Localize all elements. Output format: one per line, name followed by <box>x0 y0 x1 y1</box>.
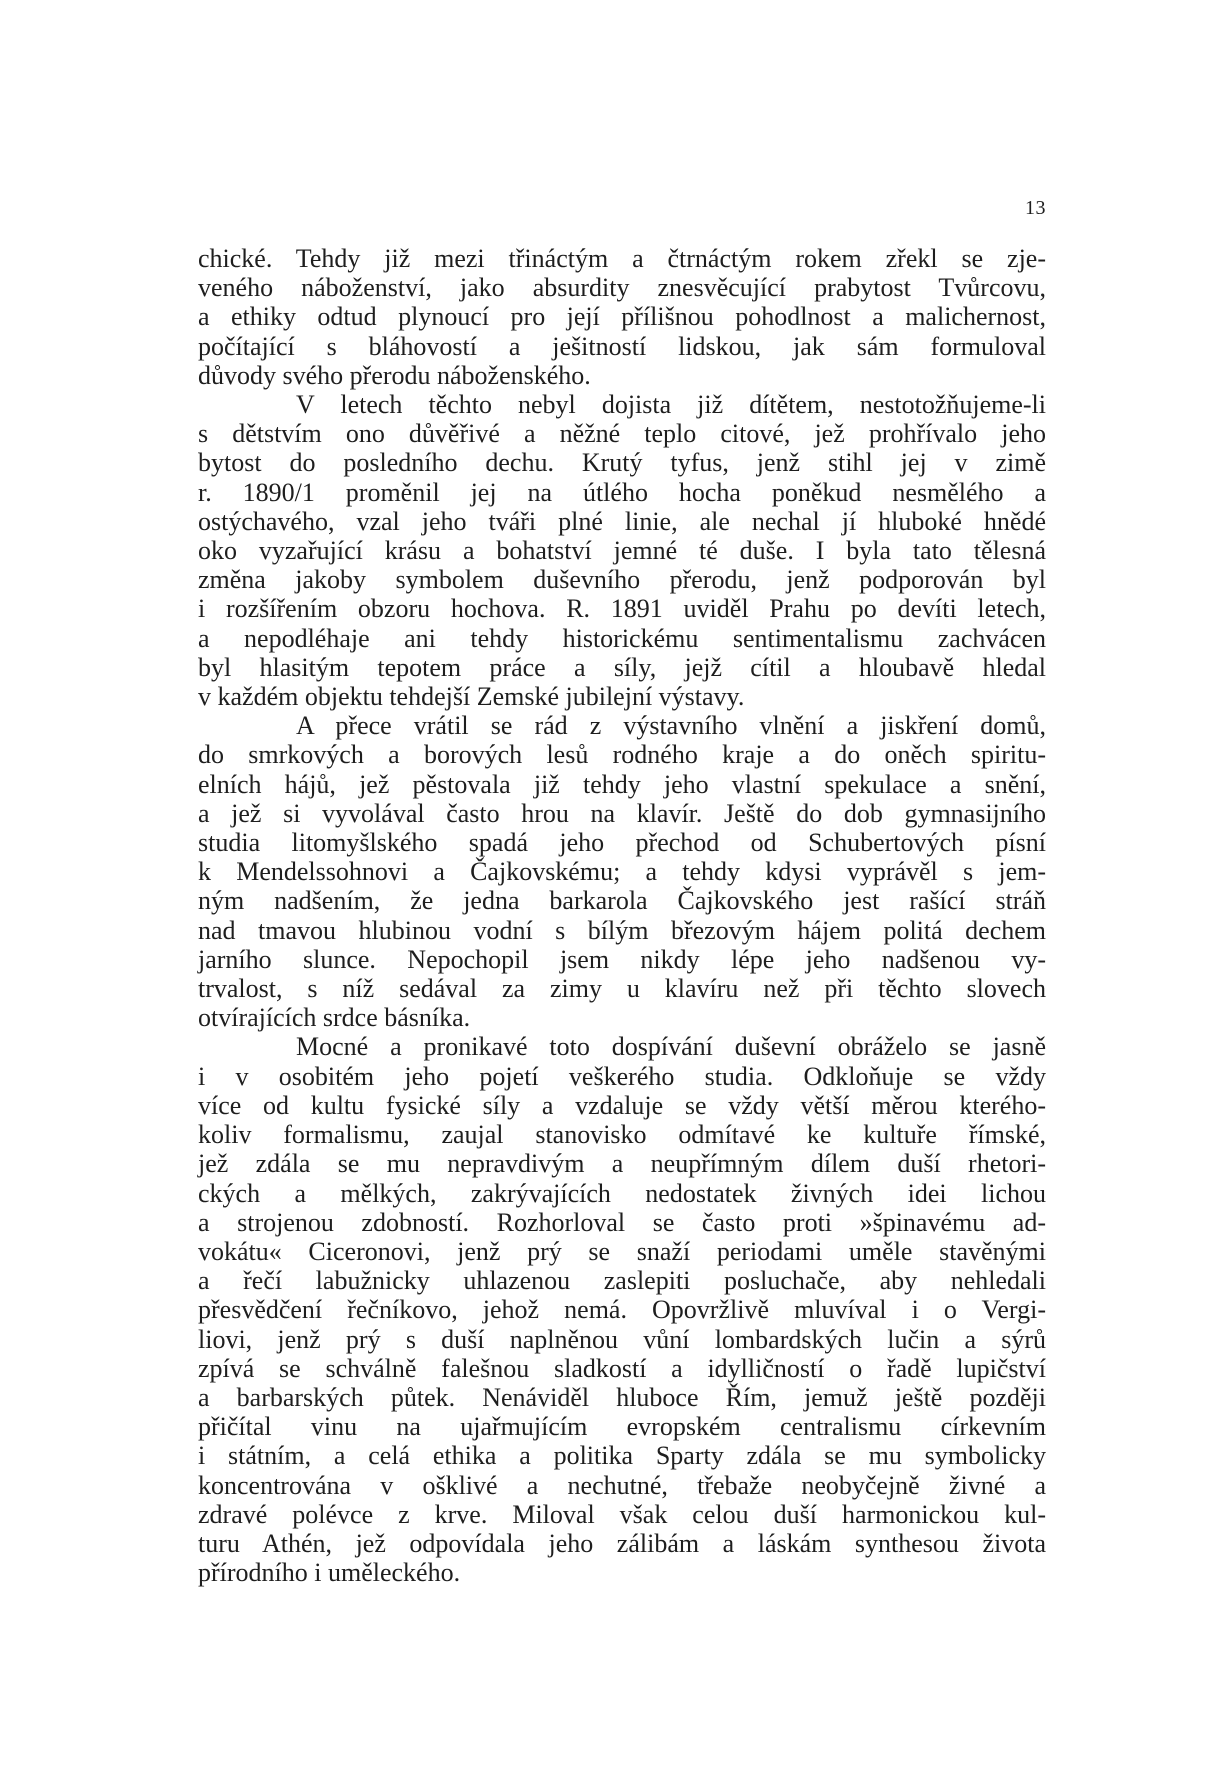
text-line: a jež si vyvolával často hrou na klavír. Ještě do dob gymnasijního <box>198 798 1046 828</box>
text-line: a barbarských půtek. Nenáviděl hluboce Řím, jemuž ještě později <box>198 1382 1046 1412</box>
text-line: s dětstvím ono důvěřivé a něžné teplo citové, jež prohřívalo jeho <box>198 419 1046 449</box>
paragraph <box>198 390 1046 711</box>
text-line: v každém objektu tehdejší Zemské jubilejní výstavy. <box>198 682 745 712</box>
text-line: byl hlasitým tepotem práce a síly, jejž cítil a hloubavě hledal <box>198 652 1046 682</box>
text-line: elních hájů, jež pěstovala již tehdy jeho vlastní spekulace a snění, <box>198 769 1046 799</box>
text-line: zpívá se schválně falešnou sladkostí a idylličností o řadě lupičství <box>198 1353 1046 1383</box>
text-line: a řečí labužnicky uhlazenou zaslepiti posluchače, aby nehledali <box>198 1266 1046 1296</box>
text-line: otvírajících srdce básníka. <box>198 1003 471 1033</box>
text-line: trvalost, s níž sedával za zimy u klavíru než při těchto slovech <box>198 974 1046 1004</box>
text-line: studia litomyšlského spadá jeho přechod od Schubertových písní <box>198 828 1046 858</box>
paragraph <box>198 711 1046 1032</box>
text-line: veného náboženství, jako absurdity znesvěcující prabytost Tvůrcovu, <box>198 273 1046 303</box>
text-line: a ethiky odtud plynoucí pro její přílišnou pohodlnost a malichernost, <box>198 302 1046 332</box>
text-line: bytost do posledního dechu. Krutý tyfus, jenž stihl jej v zimě <box>198 448 1046 478</box>
paragraph <box>198 1032 1046 1587</box>
text-line: ným nadšením, že jedna barkarola Čajkovského jest rašící stráň <box>198 886 1046 916</box>
text-line: zdravé polévce z krve. Miloval však celou duší harmonickou kul- <box>198 1499 1046 1529</box>
page-number: 13 <box>1025 197 1046 219</box>
text-line: jež zdála se mu nepravdivým a neupřímným dílem duší rhetori- <box>198 1149 1046 1179</box>
text-line: V letech těchto nebyl dojista již dítětem, nestotožňujeme-li <box>296 390 1046 420</box>
text-line: jarního slunce. Nepochopil jsem nikdy lépe jeho nadšenou vy- <box>198 944 1046 974</box>
text-line: turu Athén, jež odpovídala jeho zálibám a láskám synthesou života <box>198 1528 1046 1558</box>
text-line: a strojenou zdobností. Rozhorloval se často proti »špinavému ad- <box>198 1207 1046 1237</box>
text-line: chické. Tehdy již mezi třináctým a čtrnáctým rokem zřekl se zje- <box>198 244 1046 273</box>
text-line: přírodního i uměleckého. <box>198 1558 461 1588</box>
text-line: vokátu« Ciceronovi, jenž prý se snaží periodami uměle stavěnými <box>198 1236 1046 1266</box>
text-line: i rozšířením obzoru hochova. R. 1891 uviděl Prahu po devíti letech, <box>198 594 1046 624</box>
text-line: počítající s bláhovostí a ješitností lidskou, jak sám formuloval <box>198 331 1046 361</box>
text-line: a nepodléhaje ani tehdy historickému sentimentalismu zachvácen <box>198 623 1046 653</box>
text-line: i v osobitém jeho pojetí veškerého studia. Odkloňuje se vždy <box>198 1061 1046 1091</box>
text-line: do smrkových a borových lesů rodného kraje a do oněch spiritu- <box>198 740 1046 770</box>
text-line: Mocné a pronikavé toto dospívání duševní obráželo se jasně <box>296 1032 1046 1062</box>
text-line: změna jakoby symbolem duševního přerodu, jenž podporován byl <box>198 565 1046 595</box>
text-line: oko vyzařující krásu a bohatství jemné té duše. I byla tato tělesná <box>198 536 1046 566</box>
text-line: koliv formalismu, zaujal stanovisko odmítavé ke kultuře římské, <box>198 1120 1046 1150</box>
text-line: více od kultu fysické síly a vzdaluje se vždy větší měrou kteréhо- <box>198 1090 1046 1120</box>
text-line: r. 1890/1 proměnil jej na útlého hocha poněkud nesmělého a <box>198 477 1046 507</box>
text-line: A přece vrátil se rád z výstavního vlnění a jiskření domů, <box>296 711 1046 741</box>
text-line: důvody svého přerodu náboženského. <box>198 360 591 390</box>
text-line: ostýchavého, vzal jeho tváři plné linie, ale nechal jí hluboké hnědé <box>198 506 1046 536</box>
text-line: k Mendelssohnovi a Čajkovskému; a tehdy kdysi vyprávěl s jem- <box>198 857 1046 887</box>
text-line: nad tmavou hlubinou vodní s bílým březovým hájem politá dechem <box>198 915 1046 945</box>
text-line: koncentrována v ošklivé a nechutné, třebaže neobyčejně živné a <box>198 1470 1046 1500</box>
body-text <box>198 244 1046 1587</box>
paragraph <box>198 244 1046 390</box>
text-line: liovi, jenž prý s duší naplněnou vůní lombardských lučin a sýrů <box>198 1324 1046 1354</box>
text-line: ckých a mělkých, zakrývajících nedostatek živných idei lichou <box>198 1178 1046 1208</box>
text-line: přičítal vinu na ujařmujícím evropském centralismu církevním <box>198 1412 1046 1442</box>
text-line: přesvědčení řečníkovo, jehož nemá. Opovržlivě mluvíval i o Vergi- <box>198 1295 1046 1325</box>
text-line: i státním, a celá ethika a politika Sparty zdála se mu symbolicky <box>198 1441 1046 1471</box>
